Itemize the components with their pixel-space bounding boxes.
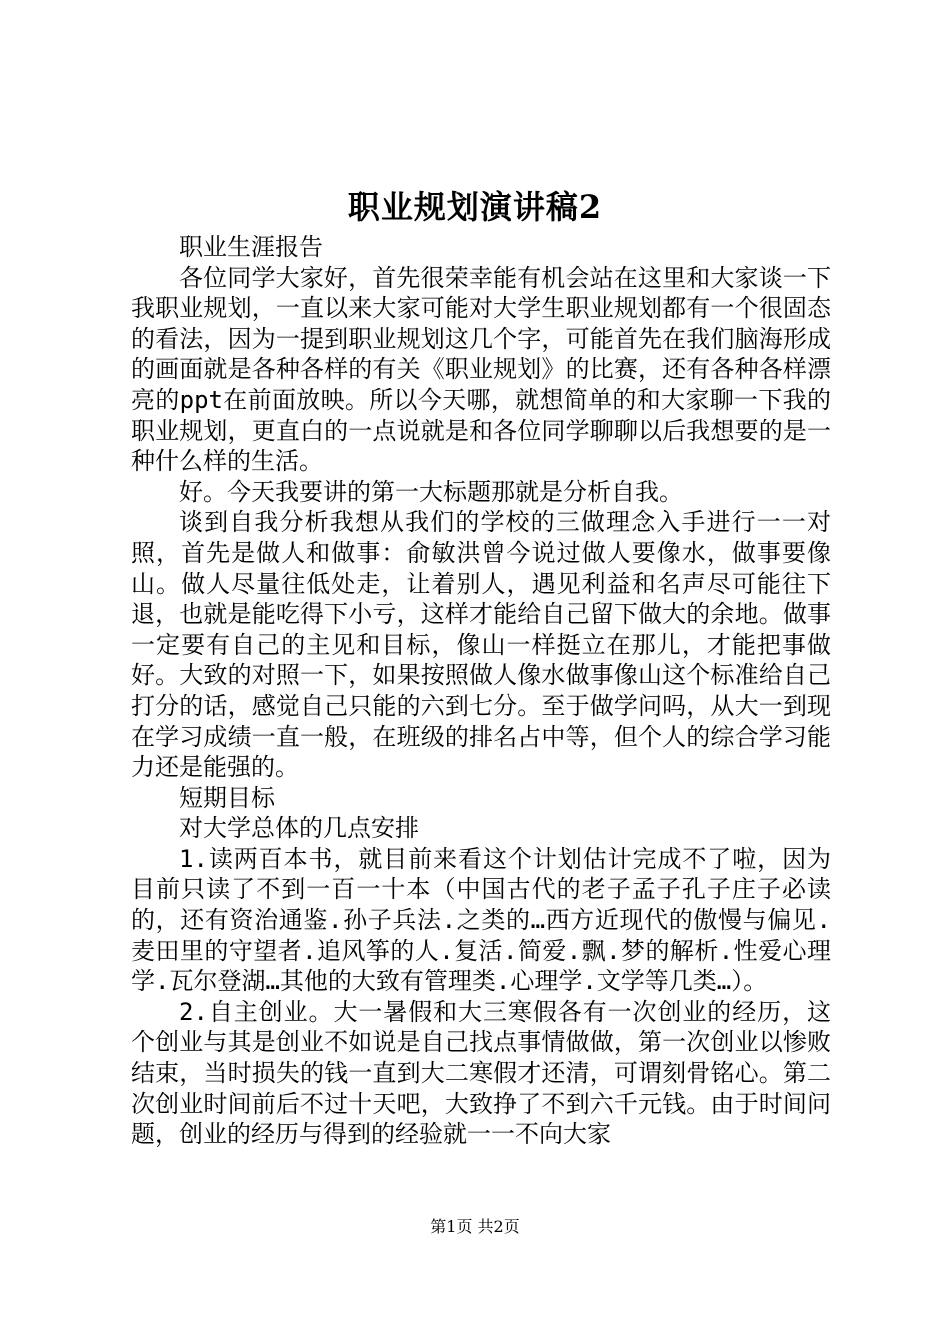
paragraph: 谈到自我分析我想从我们的学校的三做理念入手进行一一对照，首先是做人和做事：俞敏洪曾今说过做人要像水，做事要像山。做人尽量往低处走，让着别人，遇见利益和名声尽可能往下退，也就是能吃得下小亏，这样才能给自己留下做大的余地。做事一定要有自己的主见和目标，像山一样挺立在那儿，才能把事做好。大致的对照一下，如果按照做人像水做事像山这个标准给自己打分的话，感觉自己只能的六到七分。至于做学问吗，从大一到现在学习成绩一直一般，在班级的排名占中等，但个人的综合学习能力还是能强的。 [131, 508, 831, 782]
section-heading: 职业生涯报告 [179, 233, 323, 261]
list-item: 1.读两百本书，就目前来看这个计划估计完成不了啦，因为目前只读了不到一百一十本（中国古代的老子孟子孔子庄子必读的，还有资治通鉴.孙子兵法.之类的…西方近现代的傲慢与偏见.麦田里的守望者.追风筝的人.复活.简爱.飘.梦的解析.性爱心理学.瓦尔登湖…其他的大致有管理类.心理学.文学等几类…）。 [131, 844, 831, 996]
document-body [131, 232, 831, 1150]
section-heading: 短期目标 [179, 783, 275, 812]
paragraph: 各位同学大家好，首先很荣幸能有机会站在这里和大家谈一下我职业规划，一直以来大家可能对大学生职业规划都有一个很固态的看法，因为一提到职业规划这几个字，可能首先在我们脑海形成的画面就是各种各样的有关《职业规划》的比赛，还有各种各样漂亮的ppt在前面放映。所以今天哪，就想简单的和大家聊一下我的职业规划，更直白的一点说就是和各位同学聊聊以后我想要的是一种什么样的生活。 [131, 263, 831, 476]
page-footer: 第1页 共2页 [430, 1217, 520, 1236]
document-title: 职业规划演讲稿2 [347, 188, 603, 226]
section-heading: 对大学总体的几点安排 [179, 814, 419, 843]
paragraph: 好。今天我要讲的第一大标题那就是分析自我。 [179, 477, 683, 506]
list-item: 2.自主创业。大一暑假和大三寒假各有一次创业的经历，这个创业与其是创业不如说是自己找点事情做做，第一次创业以惨败结束，当时损失的钱一直到大二寒假才还清，可谓刻骨铭心。第二次创业时间前后不过十天吧，大致挣了不到六千元钱。由于时间问题，创业的经历与得到的经验就一一不向大家 [131, 997, 831, 1149]
